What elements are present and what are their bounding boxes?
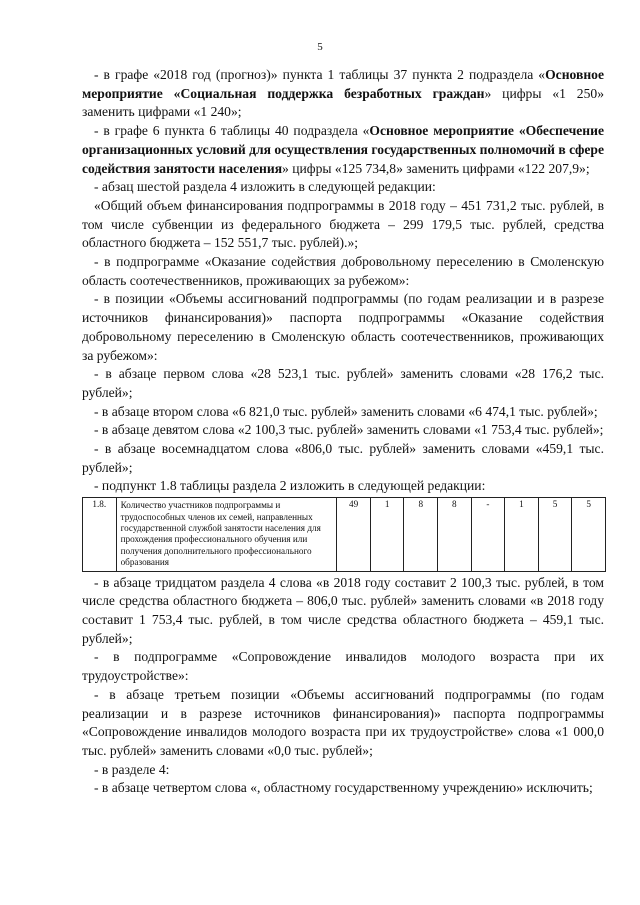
- paragraph-7: - в абзаце первом слова «28 523,1 тыс. рублей» заменить словами «28 176,2 тыс. рублей»;: [82, 366, 604, 400]
- paragraph-8: - в абзаце втором слова «6 821,0 тыс. рублей» заменить словами «6 474,1 тыс. рублей»;: [94, 403, 598, 419]
- value-cell: 5: [538, 498, 572, 571]
- paragraph-4: «Общий объем финансирования подпрограммы в 2018 году – 451 731,2 тыс. рублей, в том числе субвенции из федерального бюджета – 299 179,5 тыс. рублей, средства областного бюджета – 152 551,7 тыс. рублей).»;: [82, 197, 604, 251]
- paragraph-15: - в разделе 4:: [94, 761, 170, 777]
- value-cell: 1: [505, 498, 539, 571]
- bold-subsection-name: Основное мероприятие «Обеспечение организационных условий для осуществления государственных полномочий в сфере содействия занятости населения: [82, 123, 604, 176]
- page-number: 5: [317, 41, 323, 53]
- value-cell: -: [471, 498, 505, 571]
- paragraph-14: - в абзаце третьем позиции «Объемы ассигнований подпрограммы (по годам реализации и в разрезе источников финансирования)» паспорта подпрограммы «Сопровождение инвалидов молодого возраста при их трудоустройстве» слова «1 000,0 тыс. рублей» заменить словами «0,0 тыс. рублей»;: [82, 686, 604, 758]
- paragraph-2: - в графе 6 пункта 6 таблицы 40 подраздела «Основное мероприятие «Обеспечение организационных условий для осуществления государственных полномочий в сфере содействия занятости населения» цифры «125 734,8» заменить цифрами «122 207,9»;: [82, 123, 604, 176]
- value-cell: 8: [438, 498, 472, 571]
- paragraph-5: - в подпрограмме «Оказание содействия добровольному переселению в Смоленскую область соотечественников, проживающих за рубежом»:: [82, 254, 604, 288]
- bold-subsection-name: Основное мероприятие «Социальная поддержка безработных граждан: [82, 67, 604, 101]
- paragraph-3: - абзац шестой раздела 4 изложить в следующей редакции:: [94, 179, 436, 195]
- description-cell: Количество участников подпрограммы и трудоспособных членов их семей, направленных государственной службой занятости населения для прохождения профессионального обучения или получения дополнительного профессионального образования: [116, 498, 337, 571]
- paragraph-16: - в абзаце четвертом слова «, областному государственному учреждению» исключить;: [94, 780, 593, 796]
- paragraph-9: - в абзаце девятом слова «2 100,3 тыс. рублей» заменить словами «1 753,4 тыс. рублей»;: [94, 422, 604, 438]
- row-number-cell: 1.8.: [83, 498, 117, 571]
- subparagraph-table: [82, 497, 606, 571]
- document-body: [82, 66, 604, 798]
- paragraph-10: - в абзаце восемнадцатом слова «806,0 тыс. рублей» заменить словами «459,1 тыс. рублей»;: [82, 441, 604, 475]
- value-cell: 1: [370, 498, 404, 571]
- paragraph-13: - в подпрограмме «Сопровождение инвалидов молодого возраста при их трудоустройстве»:: [82, 649, 604, 684]
- paragraph-1: - в графе «2018 год (прогноз)» пункта 1 таблицы 37 пункта 2 подраздела «Основное мероприятие «Социальная поддержка безработных граждан» цифры «1 250» заменить цифрами «1 240»;: [82, 67, 604, 120]
- value-cell: 8: [404, 498, 438, 571]
- value-cell: 5: [572, 498, 606, 571]
- table-row: [83, 498, 606, 571]
- paragraph-11: - подпункт 1.8 таблицы раздела 2 изложить в следующей редакции:: [94, 478, 486, 494]
- paragraph-12: - в абзаце тридцатом раздела 4 слова «в 2018 году составит 2 100,3 тыс. рублей, в том числе средства областного бюджета – 806,0 тыс. рублей» заменить словами «в 2018 году составит 1 753,4 тыс. рублей, в том числе средства областного бюджета – 459,1 тыс. рублей»;: [82, 574, 604, 646]
- paragraph-6: - в позиции «Объемы ассигнований подпрограммы (по годам реализации и в разрезе источников финансирования)» паспорта подпрограммы «Оказание содействия добровольному переселению в Смоленскую область соотечественников, проживающих за рубежом»:: [82, 291, 604, 363]
- value-cell: 49: [337, 498, 371, 571]
